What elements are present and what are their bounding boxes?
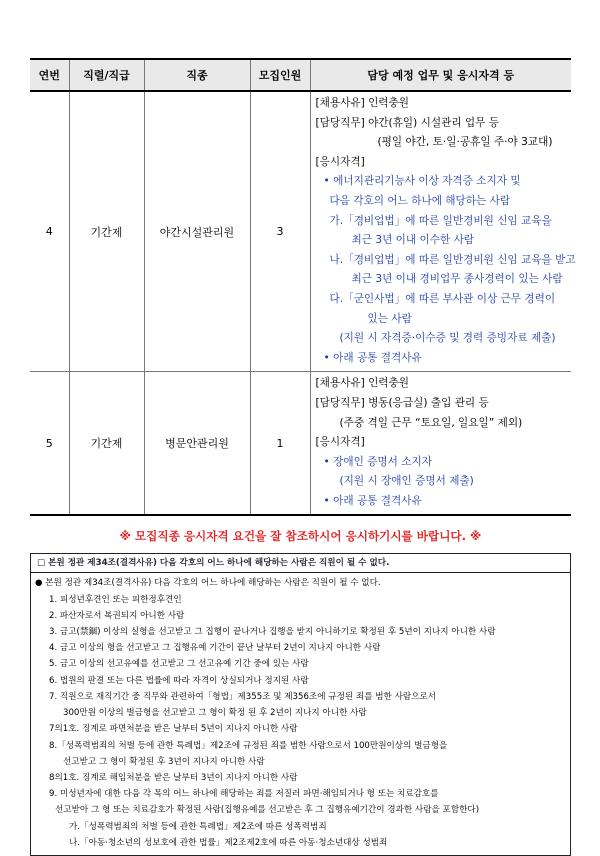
detail-line: • 에너지관리기능사 이상 자격증 소지자 및 bbox=[323, 175, 521, 188]
detail-line: (평일 야간, 토·일·공휴일 주·야 3교대) bbox=[377, 136, 553, 149]
detail-line: (주중 격일 근무 “토요일, 일요일” 제외) bbox=[339, 416, 523, 429]
row-job: 병문안관리원 bbox=[144, 372, 250, 516]
list-item: 7의1호. 징계로 파면처분을 받은 날부터 5년이 지나지 아니한 사람 bbox=[49, 724, 298, 735]
list-item: 가.「성폭력범죄의 처벌 등에 관한 특례법」제2조에 따른 성폭력범죄 bbox=[69, 821, 327, 832]
detail-line: 다음 각호의 어느 하나에 해당하는 사람 bbox=[329, 194, 511, 207]
row-count: 3 bbox=[250, 91, 310, 372]
row-grade: 기간제 bbox=[69, 372, 144, 516]
detail-line: • 아래 공통 결격사유 bbox=[323, 494, 422, 507]
row-details bbox=[310, 91, 576, 372]
row-no: 5 bbox=[30, 372, 69, 516]
table-header-row bbox=[30, 59, 571, 91]
list-item: 7. 직원으로 재직기간 중 직무와 관련하여「형법」제355조 및 제356조에 규정된 죄를 범한 사람으로서 bbox=[49, 691, 437, 702]
detail-line: 최근 3년 이내 이수한 사람 bbox=[351, 234, 475, 247]
detail-line: [채용사유] 인력충원 bbox=[315, 97, 410, 109]
disqualification-title: □ 본원 정관 제34조(결격사유) 다음 각호의 어느 하나에 해당하는 사람은 직원이 될 수 없다. bbox=[31, 554, 570, 573]
detail-line: • 장애인 증명서 소지자 bbox=[323, 455, 432, 468]
detail-line: [응시자격] bbox=[315, 155, 365, 168]
list-item: 나.「아동·청소년의 성보호에 관한 법률」제2조제2호에 따른 아동·청소년대상 성범죄 bbox=[69, 837, 388, 848]
table-row bbox=[30, 91, 571, 372]
disqualification-box bbox=[30, 553, 571, 855]
detail-line: 다.「군인사법」에 따른 부사관 이상 근무 경력이 bbox=[329, 292, 556, 305]
header-grade: 직렬/직급 bbox=[69, 59, 144, 91]
detail-line: (지원 시 자격증·이수증 및 경력 증빙자료 제출) bbox=[339, 332, 556, 345]
header-details: 담당 예정 업무 및 응시자격 등 bbox=[310, 59, 571, 91]
recruitment-table bbox=[30, 58, 576, 516]
list-item: 300만원 이상의 벌금형을 선고받고 그 형이 확정 된 후 2년이 지나지 아니한 사람 bbox=[63, 708, 367, 719]
list-item: 5. 금고 이상의 선고유예를 선고받고 그 선고유예 기간 중에 있는 사람 bbox=[49, 659, 309, 670]
table-row bbox=[30, 372, 571, 516]
row-no: 4 bbox=[30, 91, 69, 372]
header-count: 모집인원 bbox=[250, 59, 310, 91]
recruitment-document bbox=[30, 58, 576, 856]
detail-line: 나.「경비업법」에 따른 일반경비원 신임 교육을 받고 bbox=[329, 253, 576, 266]
row-details bbox=[310, 372, 571, 516]
detail-line: [채용사유] 인력충원 bbox=[315, 377, 410, 390]
list-item: 6. 법원의 판결 또는 다른 법률에 따라 자격이 상실되거나 정지된 사람 bbox=[49, 675, 309, 686]
detail-line: 가.「경비업법」에 따른 일반경비원 신임 교육을 bbox=[329, 214, 552, 227]
list-item: 3. 금고(禁錮) 이상의 실형을 선고받고 그 집행이 끝나거나 집행을 받지 아니하기로 확정된 후 5년이 지나지 아니한 사람 bbox=[49, 627, 496, 638]
list-item: 4. 금고 이상의 형을 선고받고 그 집행유예 기간이 끝난 날부터 2년이 지나지 아니한 사람 bbox=[49, 643, 381, 654]
detail-line: [담당직무] 병동(응급실) 출입 관리 등 bbox=[315, 396, 489, 409]
disqualification-list bbox=[31, 573, 570, 854]
header-job: 직종 bbox=[144, 59, 250, 91]
row-grade: 기간제 bbox=[69, 91, 144, 372]
list-item: 8의1호. 징계로 해임처분을 받은 날부터 3년이 지나지 아니한 사람 bbox=[49, 772, 298, 783]
detail-line: • 아래 공통 결격사유 bbox=[323, 351, 422, 364]
detail-line: [담당직무] 야간(휴일) 시설관리 업무 등 bbox=[315, 116, 500, 129]
list-item: 선고받아 그 형 또는 치료감호가 확정된 사람(집행유예를 선고받은 후 그 집행유예기간이 경과한 사람을 포함한다) bbox=[55, 805, 480, 816]
row-count: 1 bbox=[250, 372, 310, 516]
list-item: 8.「성폭력범죄의 처벌 등에 관한 특례법」제2조에 규정된 죄를 범한 사람으로서 100만원이상의 벌금형을 bbox=[49, 740, 448, 751]
list-item: 1. 피성년후견인 또는 피한정후견인 bbox=[49, 594, 182, 605]
list-item: 9. 미성년자에 대한 다음 각 목의 어느 하나에 해당하는 죄를 저질러 파면·해임되거나 형 또는 치료감호를 bbox=[49, 789, 439, 800]
row-job: 야간시설관리원 bbox=[144, 91, 250, 372]
list-item: 선고받고 그 형이 확정된 후 3년이 지나지 아니한 사람 bbox=[63, 756, 265, 767]
detail-line: (지원 시 장애인 증명서 제출) bbox=[339, 475, 474, 488]
header-no: 연번 bbox=[30, 59, 69, 91]
detail-line: [응시자격] bbox=[315, 436, 365, 449]
list-item: 2. 파산자로서 복권되지 아니한 사람 bbox=[49, 610, 185, 621]
detail-line: 최근 3년 이내 경비업무 종사경력이 있는 사람 bbox=[351, 273, 563, 286]
detail-line: 있는 사람 bbox=[367, 312, 412, 325]
disqualification-intro: ● 본원 정관 제34조(결격사유) 다음 각호의 어느 하나에 해당하는 사람은 직원이 될 수 없다. bbox=[35, 578, 381, 589]
notice-text: ※ 모집직종 응시자격 요건을 잘 참조하시어 응시하기시를 바랍니다. ※ bbox=[119, 529, 482, 544]
